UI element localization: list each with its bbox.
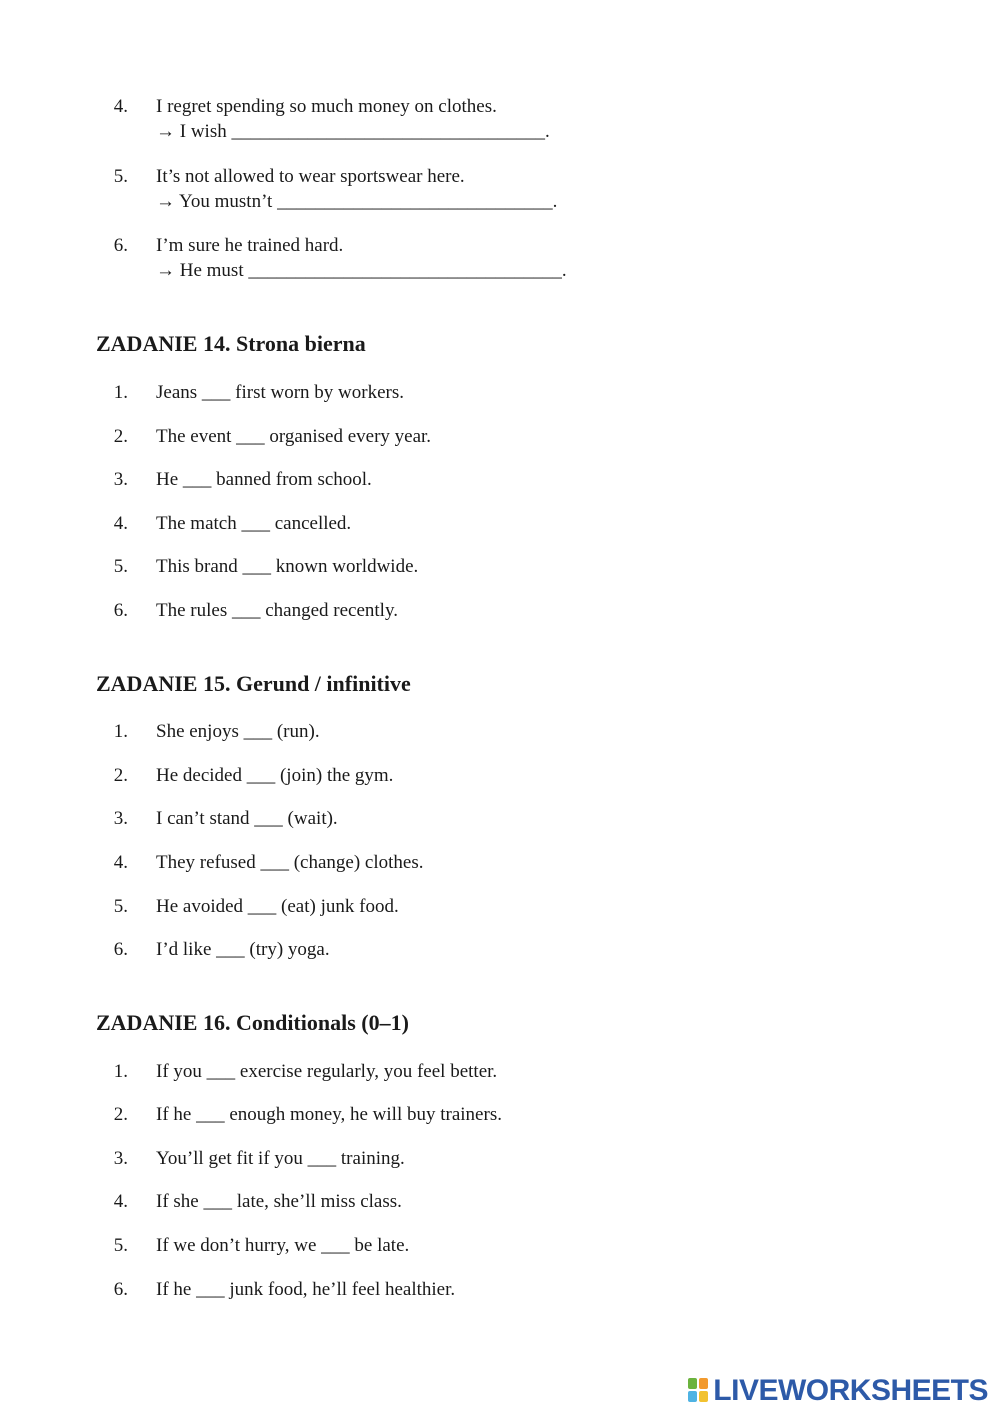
section-title: ZADANIE 16. Conditionals (0–1)	[96, 1010, 409, 1035]
item-number: 6.	[113, 600, 128, 621]
exercise-item[interactable]: The event ___ organised every year.	[156, 426, 432, 447]
item-number: 3.	[113, 1148, 128, 1169]
item-number: 1.	[113, 721, 128, 742]
item-number: 3.	[113, 808, 128, 829]
item-sentence: It’s not allowed to wear sportswear here.	[156, 166, 465, 187]
item-number: 5.	[113, 556, 128, 577]
exercise-item[interactable]: I’d like ___ (try) yoga.	[156, 939, 330, 960]
exercise-item[interactable]: This brand ___ known worldwide.	[156, 556, 419, 577]
item-number: 1.	[113, 1061, 128, 1082]
exercise-item[interactable]: The match ___ cancelled.	[156, 513, 352, 534]
item-sentence: I regret spending so much money on clothes.	[156, 96, 497, 117]
item-number: 1.	[113, 382, 128, 403]
item-prompt[interactable]: → He must _________________________________.	[156, 260, 567, 281]
item-number: 5.	[113, 166, 128, 187]
exercise-item[interactable]: He decided ___ (join) the gym.	[156, 765, 394, 786]
item-number: 3.	[113, 469, 128, 490]
item-prompt[interactable]: → You mustn’t _____________________________.	[156, 191, 558, 212]
item-number: 6.	[113, 939, 128, 960]
item-number: 2.	[113, 765, 128, 786]
item-number: 4.	[113, 96, 128, 117]
exercise-item[interactable]: If she ___ late, she’ll miss class.	[156, 1191, 402, 1212]
exercise-item[interactable]: If we don’t hurry, we ___ be late.	[156, 1235, 410, 1256]
item-number: 6.	[113, 1279, 128, 1300]
exercise-item[interactable]: They refused ___ (change) clothes.	[156, 852, 424, 873]
item-number: 2.	[113, 426, 128, 447]
liveworksheets-logo-icon	[688, 1378, 710, 1404]
exercise-item[interactable]: If he ___ enough money, he will buy trainers.	[156, 1104, 502, 1125]
item-number: 4.	[113, 852, 128, 873]
exercise-item[interactable]: She enjoys ___ (run).	[156, 721, 320, 742]
exercise-item[interactable]: He ___ banned from school.	[156, 469, 372, 490]
section-title: ZADANIE 15. Gerund / infinitive	[96, 671, 411, 696]
exercise-item[interactable]: The rules ___ changed recently.	[156, 600, 398, 621]
exercise-item[interactable]: If you ___ exercise regularly, you feel better.	[156, 1061, 498, 1082]
item-number: 4.	[113, 513, 128, 534]
item-number: 5.	[113, 1235, 128, 1256]
exercise-item[interactable]: I can’t stand ___ (wait).	[156, 808, 338, 829]
item-prompt[interactable]: → I wish _________________________________.	[156, 121, 550, 142]
item-sentence: I’m sure he trained hard.	[156, 235, 344, 256]
liveworksheets-logo[interactable]	[688, 1374, 988, 1408]
item-number: 4.	[113, 1191, 128, 1212]
exercise-item[interactable]: If he ___ junk food, he’ll feel healthier.	[156, 1279, 456, 1300]
item-number: 5.	[113, 896, 128, 917]
exercise-item[interactable]: You’ll get fit if you ___ training.	[156, 1148, 405, 1169]
item-number: 6.	[113, 235, 128, 256]
item-number: 2.	[113, 1104, 128, 1125]
exercise-item[interactable]: He avoided ___ (eat) junk food.	[156, 896, 399, 917]
logo-text: LIVEWORKSHEETS	[713, 1374, 988, 1407]
exercise-item[interactable]: Jeans ___ first worn by workers.	[156, 382, 405, 403]
section-title: ZADANIE 14. Strona bierna	[96, 331, 366, 356]
